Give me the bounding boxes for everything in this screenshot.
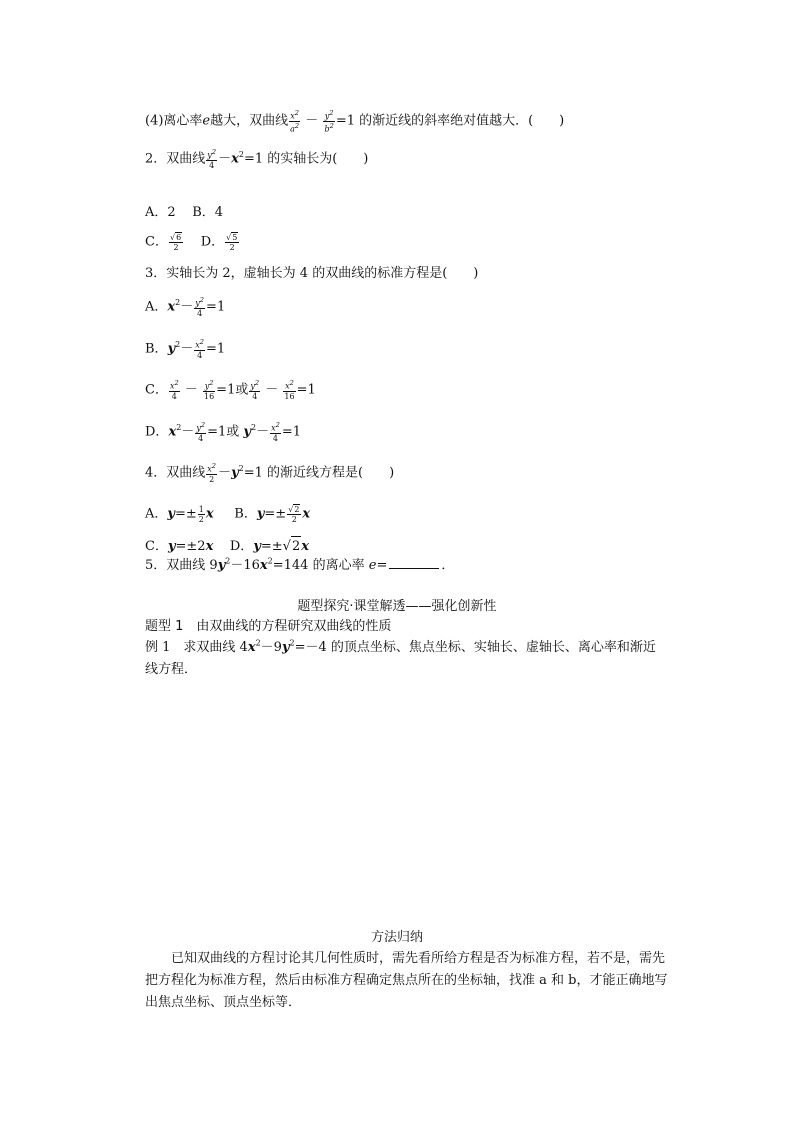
fraction: $\frac{√6}{2}$ (169, 233, 182, 252)
fraction: $\frac{x^2}{a^2}$ (290, 109, 300, 134)
fraction: $\frac{√5}{2}$ (226, 233, 238, 252)
section-title: 题型探究·课堂解透——强化创新性 (297, 599, 497, 614)
q4-stem: 4．双曲线 $\frac{x^2}{2}$ $-y^2=1$ 的渐近线方程是( ) (145, 462, 395, 484)
q4-options-ab: A．y=± $\frac{1}{2}$ x B．y=± $\frac{√2}{2}$ x (145, 504, 311, 524)
q3-option-c: C． $\frac{x^2}{4}$ － $\frac{y^2}{16}$ =1或 $\frac{y^2}{4}$ － $\frac{x^2}{16}$ =1 (145, 379, 316, 401)
q3-option-a: A．$x^2-$ $\frac{y^2}{4}$ =1 (145, 296, 226, 318)
fraction: $\frac{y^2}{b^2}$ (324, 109, 334, 134)
q3-stem: 3．实轴长为 2，虚轴长为 4 的双曲线的标准方程是( ) (145, 266, 479, 281)
fraction: $\frac{y^2}{4}$ (207, 148, 217, 170)
answer-blank (389, 556, 439, 569)
method-title: 方法归纳 (370, 930, 423, 945)
example-1: 例 1 求双曲线 $4x^2-9y^2=-4$ 的顶点坐标、焦点坐标、实轴长、虚轴长、离心率和渐近 (145, 638, 656, 655)
q2-options-cd: C． $\frac{√6}{2}$ D． $\frac{√5}{2}$ (145, 233, 238, 252)
method-text: 已知双曲线的方程讨论其几何性质时，需先看所给方程是否为标准方程，若不是，需先把方程化为标准方程，然后由标准方程确定焦点所在的坐标轴，找准 a 和 b，才能正确地写出焦点坐标、顶点坐标等． (145, 951, 668, 1010)
topic-title: 题型 1 由双曲线的方程研究双曲线的性质 (145, 619, 392, 634)
q2-stem: 2．双曲线 $\frac{y^2}{4}$ $-x^2=1$ 的实轴长为( ) (145, 148, 369, 170)
q3-option-d: D．$x^2-$ $\frac{y^2}{4}$ =1或 $y^2-$ $\frac{x^2}{4}$ =1 (145, 421, 302, 443)
q5-stem: 5．双曲线 $9y^2-16x^2=144$ 的离心率 e= ． (145, 556, 455, 573)
q2-options-ab: A．2 B．4 (145, 205, 224, 220)
q1-item4: (4)离心率e越大，双曲线 $\frac{x^2}{a^2}$ － $\frac{y^2}{b^2}$ =1 的渐近线的斜率绝对值越大．( ) (145, 109, 565, 134)
q3-option-b: B．$y^2-$ $\frac{x^2}{4}$ =1 (145, 338, 226, 360)
example-1-cont: 线方程． (145, 662, 198, 677)
q4-options-cd: C．y=±2x D．y=±√2x (145, 536, 309, 557)
